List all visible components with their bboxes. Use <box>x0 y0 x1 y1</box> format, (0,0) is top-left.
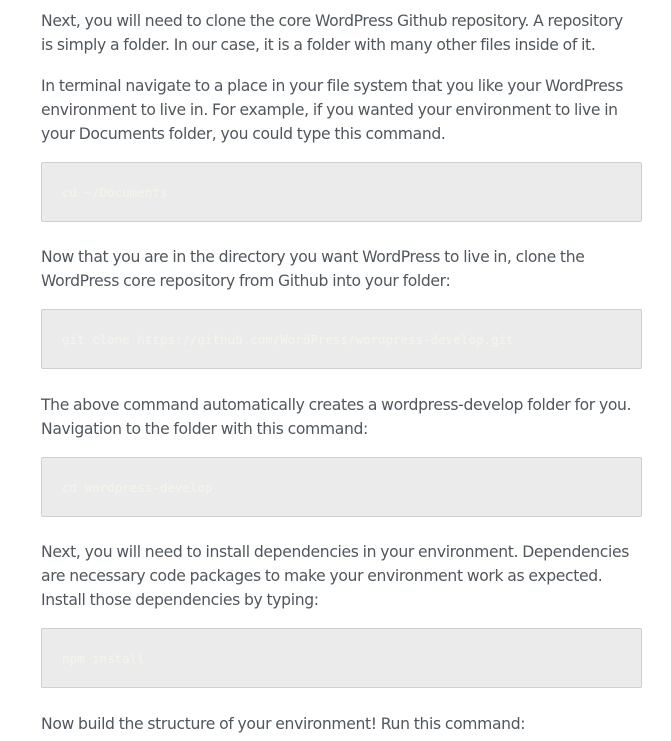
code-text[interactable]: npm install <box>62 651 145 666</box>
paragraph-build-structure <box>41 712 651 736</box>
code-block-cd-wordpress-develop[interactable] <box>41 457 642 517</box>
text-line: In terminal navigate to a place in your file system that you like your WordPress <box>41 77 623 95</box>
paragraph-clone-repo <box>41 245 651 293</box>
paragraph-folder-created <box>41 393 651 441</box>
code-text[interactable]: cd wordpress-develop <box>62 480 213 495</box>
text-line: WordPress core repository from Github into your folder: <box>41 272 451 290</box>
text-line: Now that you are in the directory you want WordPress to live in, clone the <box>41 248 585 266</box>
paragraph-navigate <box>41 74 651 146</box>
paragraph-install-dependencies <box>41 540 651 612</box>
code-text[interactable]: git clone https://github.com/WordPress/wordpress-develop.git <box>62 332 514 347</box>
text-line: are necessary code packages to make your environment work as expected. <box>41 567 603 585</box>
text-line: Now build the structure of your environment! Run this command: <box>41 715 526 733</box>
text-line: The above command automatically creates a wordpress-develop folder for you. <box>41 396 632 414</box>
text-line: Navigation to the folder with this command: <box>41 420 368 438</box>
text-line: is simply a folder. In our case, it is a folder with many other files inside of it. <box>41 36 596 54</box>
text-line: Next, you will need to install dependencies in your environment. Dependencies <box>41 543 629 561</box>
code-text[interactable]: cd ~/Documents <box>62 185 168 200</box>
text-line: Next, you will need to clone the core WordPress Github repository. A repository <box>41 12 623 30</box>
code-block-npm-install[interactable] <box>41 628 642 688</box>
code-block-cd-documents[interactable] <box>41 162 642 222</box>
code-block-git-clone[interactable] <box>41 309 642 369</box>
text-line: your Documents folder, you could type this command. <box>41 125 446 143</box>
text-line: environment to live in. For example, if you wanted your environment to live in <box>41 101 618 119</box>
text-line: Install those dependencies by typing: <box>41 591 319 609</box>
paragraph-clone-intro <box>41 9 651 57</box>
